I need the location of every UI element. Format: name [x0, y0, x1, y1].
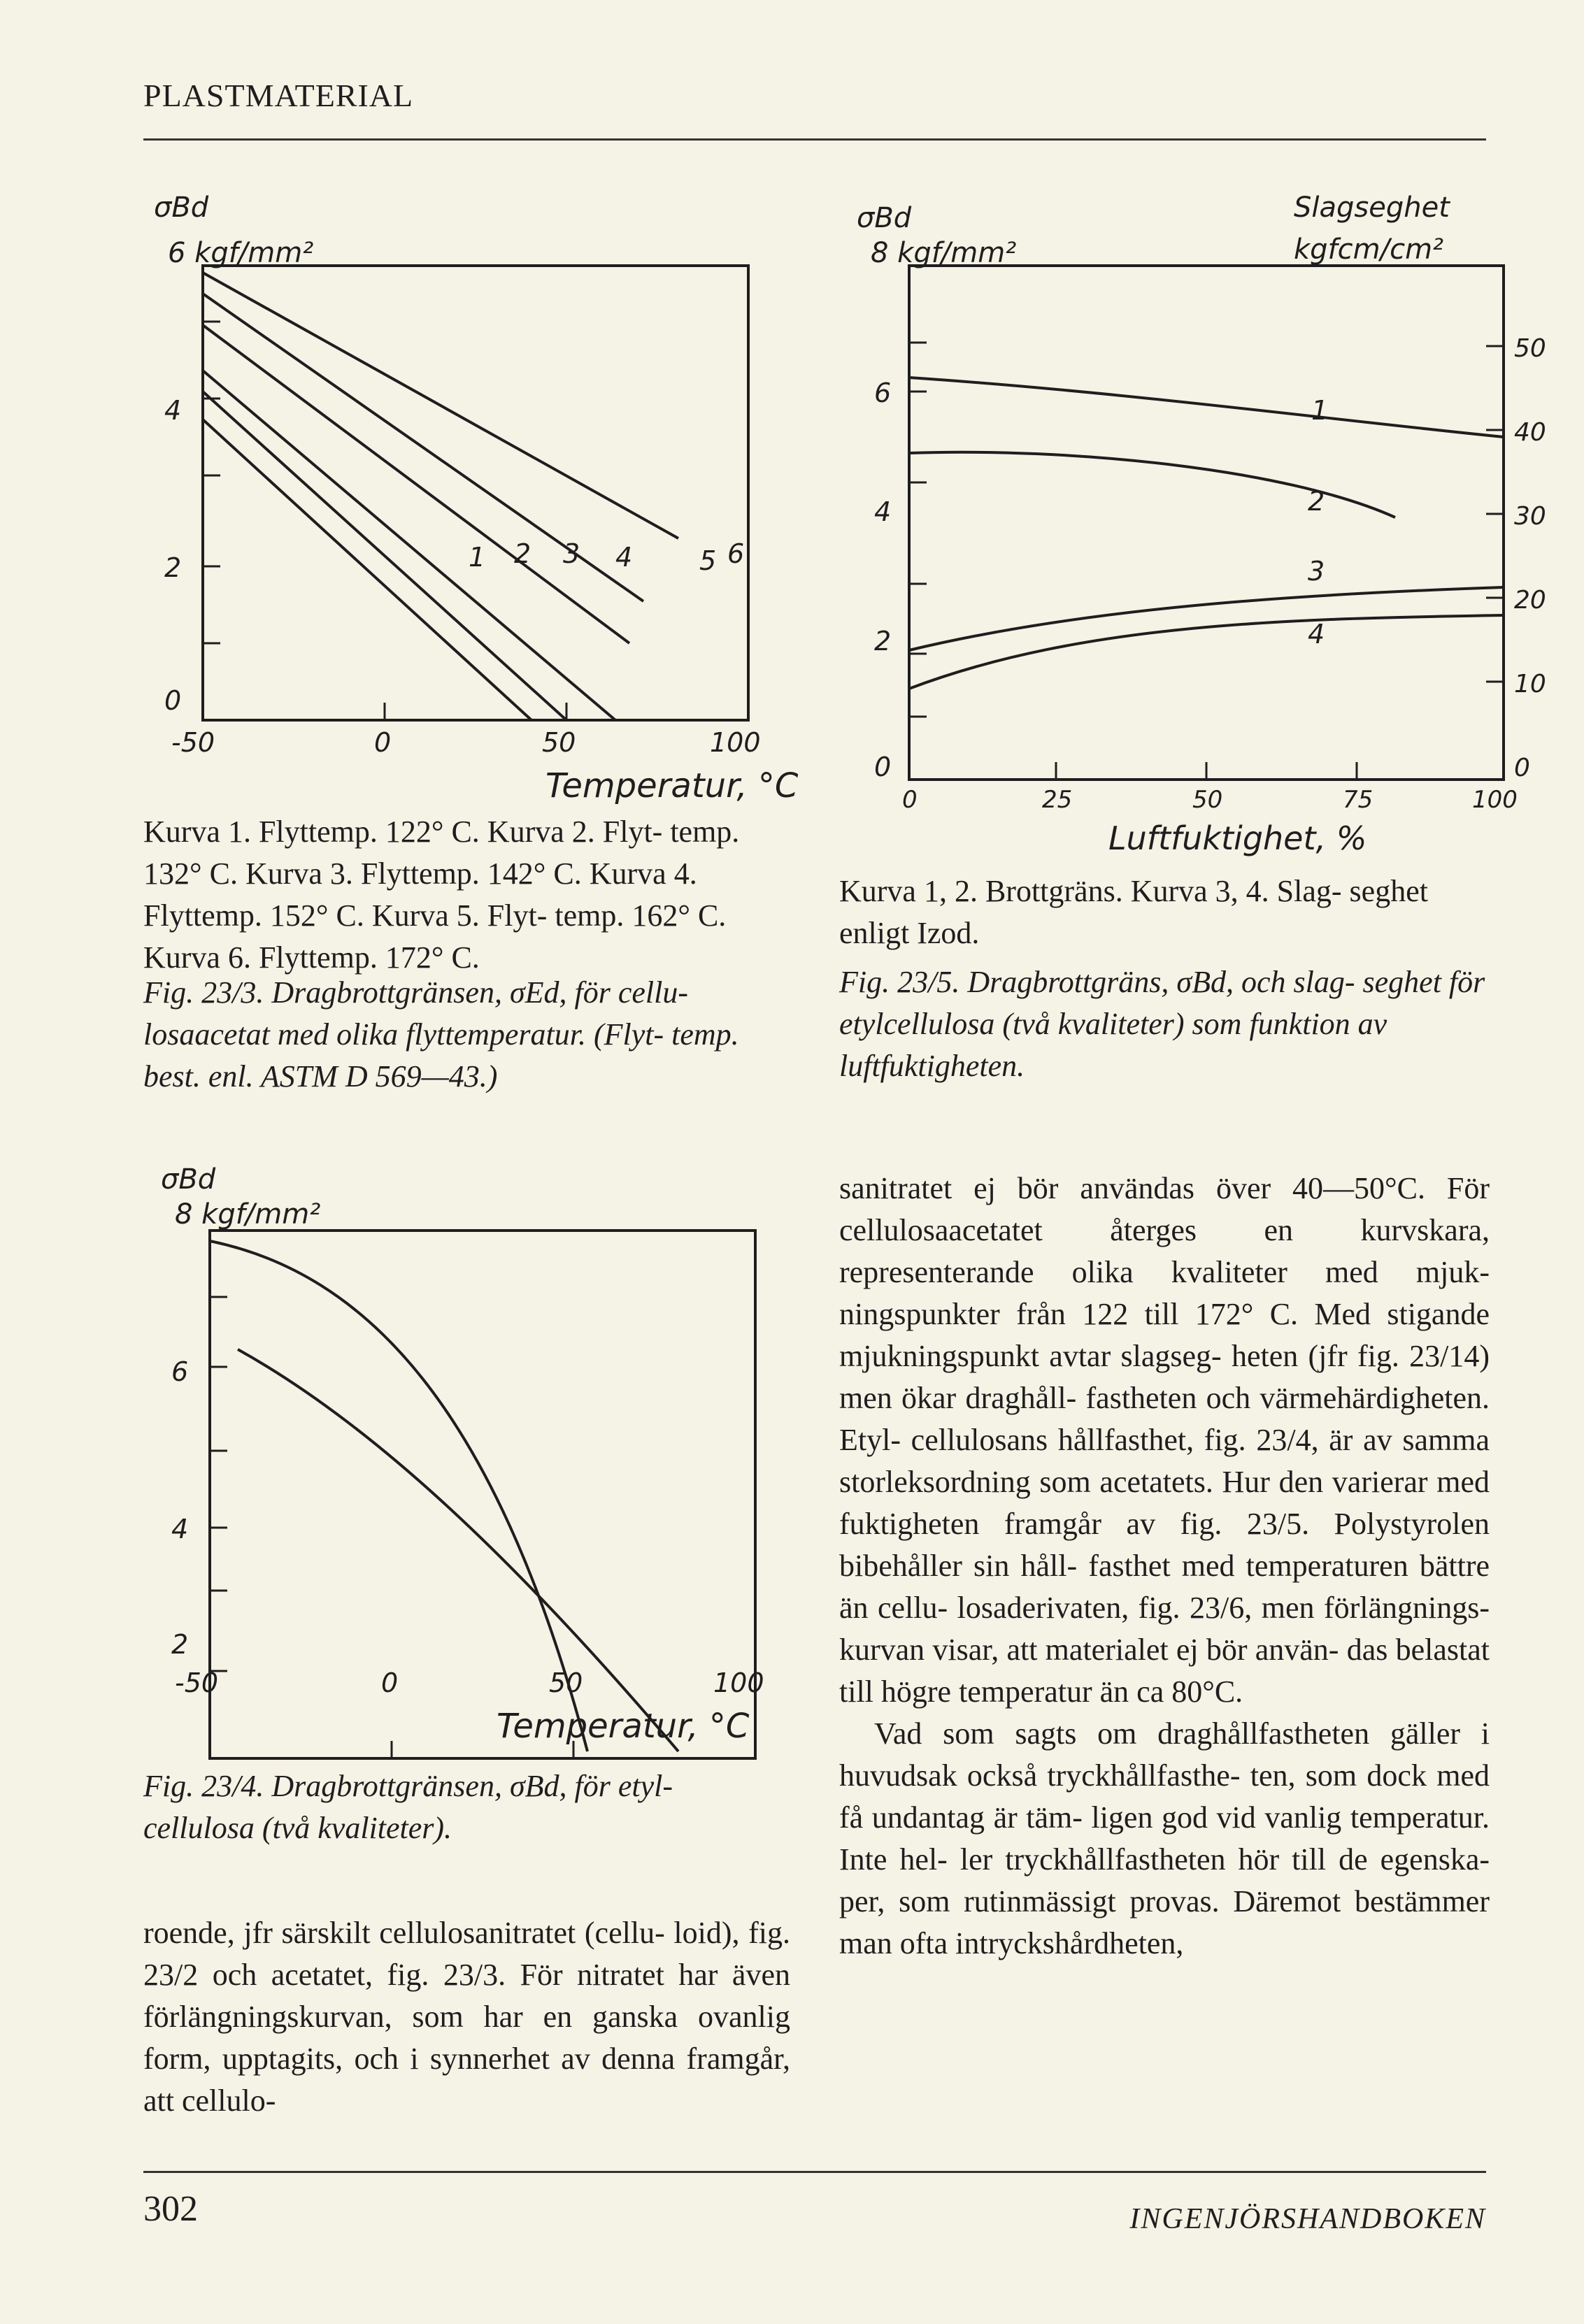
fig4-xlabel: Temperatur, °C — [497, 1707, 750, 1746]
fig5-xtick-50: 50 — [1192, 786, 1223, 814]
fig3-curve-label-6: 6 — [727, 538, 745, 569]
fig3-ytick-2: 2 — [164, 552, 182, 583]
fig3-curve-label-4: 4 — [615, 542, 633, 573]
fig5-curve-3 — [909, 587, 1504, 650]
fig5-ylabel: σBd — [857, 202, 912, 234]
fig5-y2tick-20: 20 — [1514, 586, 1546, 615]
fig4-xtick-100: 100 — [713, 1667, 764, 1698]
fig3-curve-label-3: 3 — [563, 538, 580, 569]
fig5-xtick-0: 0 — [902, 786, 918, 814]
fig3-xtick--50: -50 — [171, 727, 215, 758]
body-right-paragraph-2: Vad som sagts om draghållfastheten gäller i huvudsak också tryckhållfasthe- ten, som dock med få undantag är täm- ligen god vid vanlig temperatur. Inte hel- ler tryckhållfastheten hör till de egenska- per, som rutinmässigt provas. Däremot bestämmer man ofta intryckshårdheten, — [839, 1716, 1490, 1960]
fig4-xtick-50: 50 — [549, 1667, 583, 1698]
fig5-y2tick-40: 40 — [1514, 418, 1546, 447]
fig5-curve-4 — [909, 615, 1504, 689]
fig3-yunit: 6 kgf/mm² — [168, 237, 314, 269]
figure-23-3 — [112, 189, 797, 804]
fig5-xlabel: Luftfuktighet, % — [1108, 819, 1367, 857]
fig5-curve-label-1: 1 — [1311, 395, 1329, 426]
fig3-curve-3 — [203, 371, 615, 720]
fig4-ytick-6: 6 — [171, 1356, 189, 1387]
fig4-yunit: 8 kgf/mm² — [175, 1198, 321, 1231]
fig5-curve-label-2: 2 — [1308, 486, 1325, 517]
fig5-ytick-4: 4 — [874, 496, 892, 527]
fig4-ylabel: σBd — [161, 1163, 216, 1196]
fig3-curve-4 — [203, 325, 629, 643]
footer-rule — [143, 2171, 1486, 2173]
fig4-ytick-2: 2 — [171, 1629, 189, 1660]
fig5-zero: 0 — [874, 752, 892, 782]
fig5-curve-label-3: 3 — [1308, 556, 1325, 587]
fig4-xtick--50: -50 — [175, 1667, 219, 1698]
fig5-caption: Fig. 23/5. Dragbrottgräns, σBd, och slag- seghet för etylcellulosa (två kvaliteter) som funktion av luftfuktigheten. — [839, 965, 1485, 1083]
fig3-caption: Fig. 23/3. Dragbrottgränsen, σEd, för cellu- losaacetat med olika flyttemperatur. (Flyt- temp. best. enl. ASTM D 569—43.) — [143, 975, 739, 1093]
fig3-xtick-0: 0 — [374, 727, 392, 758]
fig5-y2tick-50: 50 — [1514, 334, 1546, 363]
figure-23-5 — [839, 189, 1546, 860]
fig5-xtick-25: 25 — [1042, 786, 1073, 814]
fig3-xtick-50: 50 — [542, 727, 576, 758]
figure-23-4-axis — [133, 1626, 797, 1744]
fig3-curve-6 — [203, 273, 678, 538]
fig5-y2label: Slagseghet — [1294, 192, 1450, 224]
fig5-y2tick-10: 10 — [1514, 670, 1546, 698]
fig3-ytick-4: 4 — [164, 395, 182, 426]
fig5-ytick-2: 2 — [874, 626, 892, 657]
body-right-paragraph-1: sanitratet ej bör användas över 40—50°C. För cellulosaacetatet återges en kurvskara, representerande olika kvaliteter med mjuk- ningspunkter från 122 till 172° C. Med stigande mjukningspunkt avtar slagseg- heten (jfr fig. 23/14) men ökar draghåll- fastheten och värmehärdigheten. Etyl- cellulosans hållfasthet, fig. 23/4, är av samma storleksordning som acetatets. Hur den varierar med fuktigheten framgår av fig. 23/5. Polystyrolen bibehåller sin håll- fasthet med temperaturen bättre än cellu- losaderivaten, fig. 23/6, men förlängnings- kurvan visar, att materialet ej bör använ- das belastat till högre temperatur än ca 80°C. — [839, 1171, 1490, 1709]
fig3-legend: Kurva 1. Flyttemp. 122° C. Kurva 2. Flyt- temp. 132° C. Kurva 3. Flyttemp. 142° C. Kurva 4. Flyttemp. 152° C. Kurva 5. Flyt- temp. 162° C. Kurva 6. Flyttemp. 172° C. — [143, 815, 740, 975]
header-rule — [143, 138, 1486, 141]
fig5-legend: Kurva 1, 2. Brottgräns. Kurva 3, 4. Slag- seghet enligt Izod. — [839, 874, 1428, 950]
fig4-ytick-4: 4 — [171, 1514, 189, 1544]
fig3-curve-label-1: 1 — [469, 542, 486, 573]
fig3-xtick-100: 100 — [710, 727, 761, 758]
fig5-ytick-6: 6 — [874, 378, 892, 408]
fig5-y2tick-30: 30 — [1514, 502, 1546, 531]
fig5-curve-1 — [909, 378, 1504, 437]
fig5-curve-label-4: 4 — [1308, 619, 1325, 650]
body-left-paragraph: roende, jfr särskilt cellulosanitratet (cellu- loid), fig. 23/2 och acetatet, fig. 23/3. För nitratet har även förlängningskurvan, som har en ganska ovanlig form, upptagits, och i synnerhet av denna framgår, att cellulo- — [143, 1916, 790, 2118]
fig3-curve-label-5: 5 — [699, 545, 717, 576]
body-left-column — [143, 1912, 790, 2122]
page-number: 302 — [143, 2189, 198, 2229]
fig5-xtick-100: 100 — [1472, 786, 1518, 814]
fig5-y2tick-0: 0 — [1514, 754, 1530, 782]
fig5-plot-frame — [909, 266, 1504, 780]
body-right-column — [839, 1168, 1490, 1965]
fig5-curves — [909, 378, 1504, 689]
fig4-caption: Fig. 23/4. Dragbrottgränsen, σBd, för etyl- cellulosa (två kvaliteter). — [143, 1769, 673, 1845]
fig3-zero: 0 — [164, 685, 182, 716]
running-header: PLASTMATERIAL — [143, 78, 414, 113]
fig5-xtick-75: 75 — [1343, 786, 1373, 814]
fig3-curves — [203, 273, 678, 720]
fig3-curve-label-2: 2 — [514, 538, 531, 569]
fig5-y2unit: kgfcm/cm² — [1294, 234, 1444, 266]
fig3-xlabel: Temperatur, °C — [545, 766, 799, 805]
book-title: INGENJÖRSHANDBOKEN — [1129, 2203, 1486, 2235]
fig4-xtick-0: 0 — [381, 1667, 399, 1698]
fig3-ylabel: σBd — [154, 192, 209, 224]
fig5-yunit: 8 kgf/mm² — [871, 237, 1017, 269]
